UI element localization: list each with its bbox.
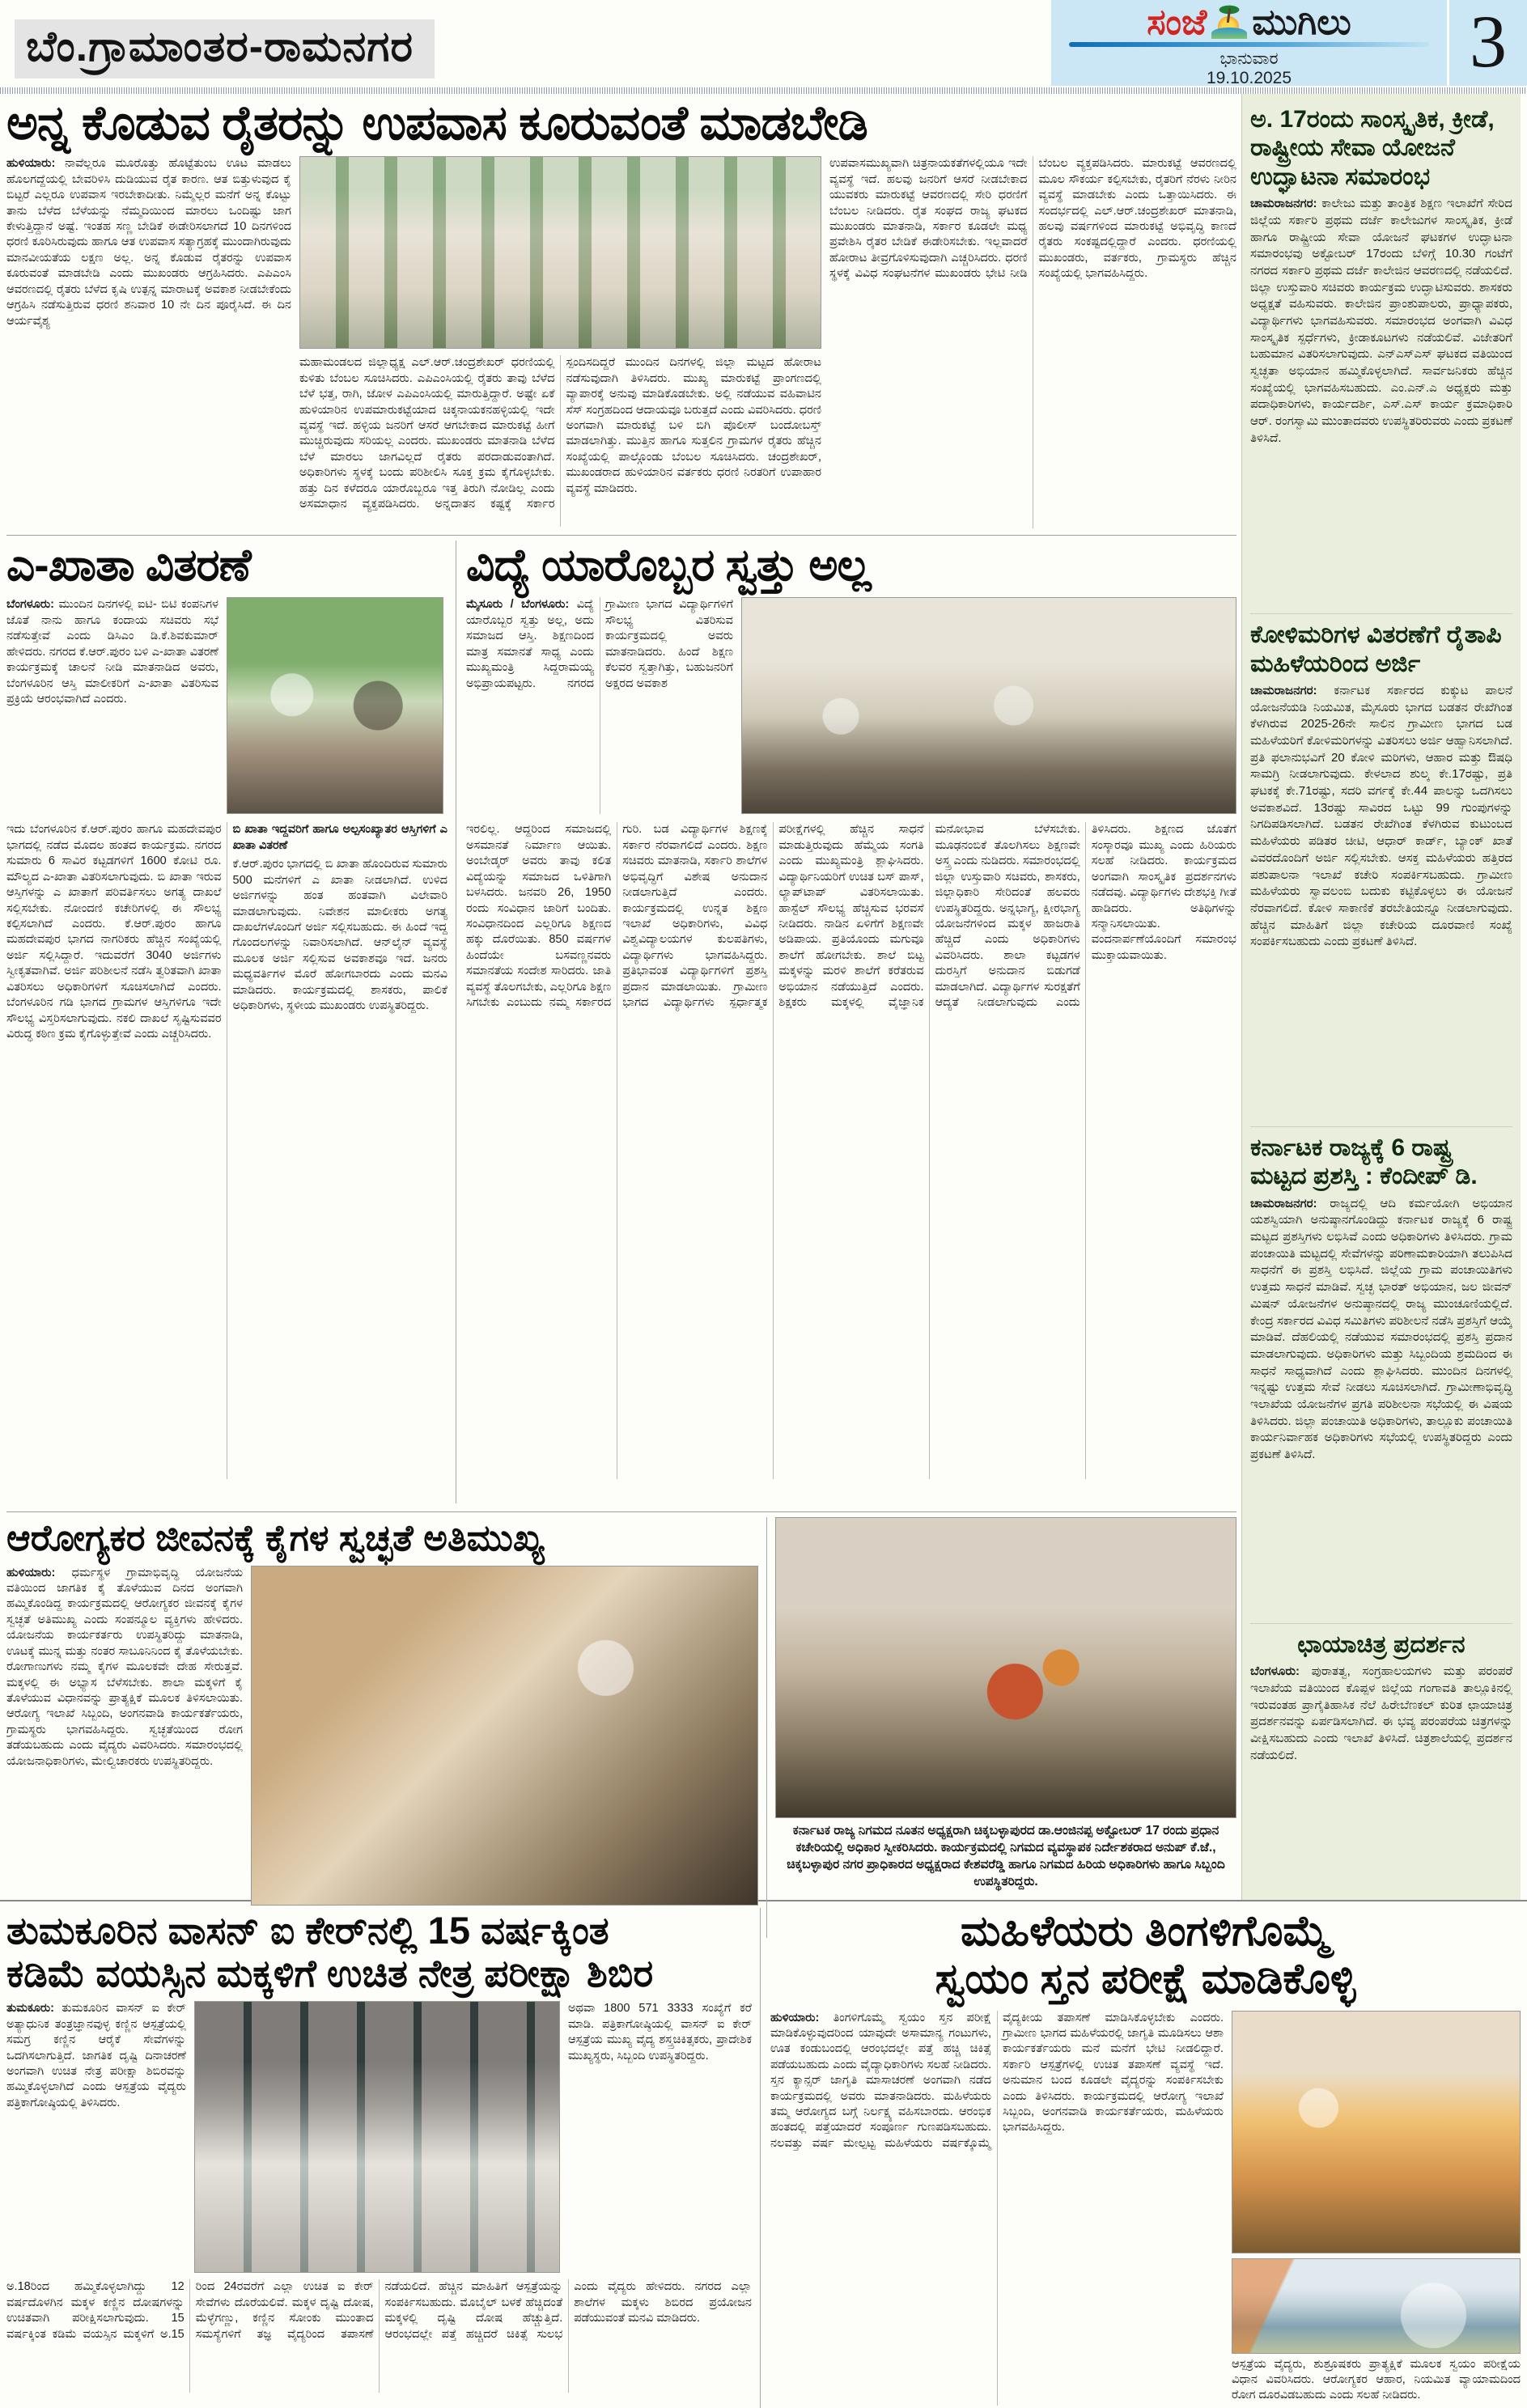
hygiene-body-col1: ಹುಳಿಯಾರು: ಧರ್ಮಸ್ಥಳ ಗ್ರಾಮಾಭಿವೃದ್ಧಿ ಯೋಜನೆಯ ವತಿಯಿಂದ ಜಾಗತಿಕ ಕೈ ತೊಳೆಯುವ ದಿನದ ಅಂಗವಾಗಿ ಹಮ್ಮಿಕೊಂಡಿದ್ದ ಕಾರ್ಯಕ್ರಮದಲ್ಲಿ ಆರೋಗ್ಯಕರ ಜೀವನಕ್ಕೆ ಕೈಗಳ ಸ್ವಚ್ಛತೆ ಅತಿಮುಖ್ಯ ಎಂದು ಸಂಪನ್ಮೂಲ ವ್ಯಕ್ತಿಗಳು ಹೇಳಿದರು. ಯೋಜನೆಯ ಕಾರ್ಯಕರ್ತರು ಉಪಸ್ಥಿತರಿದ್ದು ಮಾತನಾಡಿ, ಊಟಕ್ಕೆ ಮುನ್ನ ಮತ್ತು ನಂತರ ಸಾಬೂನಿನಿಂದ ಕೈ ತೊಳೆಯಬೇಕು. ರೋಗಾಣುಗಳು ನಮ್ಮ ಕೈಗಳ ಮೂಲಕವೇ ದೇಹ ಸೇರುತ್ತವೆ. ಮಕ್ಕಳಲ್ಲಿ ಈ ಅಭ್ಯಾಸ ಬೆಳೆಸಬೇಕು. ಶಾಲಾ ಮಕ್ಕಳಿಗೆ ಕೈ ತೊಳೆಯುವ ವಿಧಾನವನ್ನು ಪ್ರಾತ್ಯಕ್ಷಿಕೆ ಮೂಲಕ ತಿಳಿಸಲಾಯಿತು. ಆರೋಗ್ಯ ಇಲಾಖೆ ಸಿಬ್ಬಂದಿ, ಅಂಗನವಾಡಿ ಕಾರ್ಯಕರ್ತೆಯರು, ಗ್ರಾಮಸ್ಥರು ಭಾಗವಹಿಸಿದ್ದರು. ಸ್ವಚ್ಛತೆಯಿಂದ ರೋಗ ತಡೆಯಬಹುದು ಎಂದು ವೈದ್ಯರು ವಿವರಿಸಿದರು. ಸಮಾರಂಭದಲ್ಲಿ ಯೋಜನಾಧಿಕಾರಿಗಳು, ಮೇಲ್ವಿಚಾರಕರು ಉಪಸ್ಥಿತರಿದ್ದರು. xyxy=(6,1566,243,1768)
sidebar-column xyxy=(1241,94,1521,1900)
a-khata-body-col1: ಬೆಂಗಳೂರು: ಮುಂದಿನ ದಿನಗಳಲ್ಲಿ ಐಟಿ- ಬಿಟಿ ಕಂಪನಿಗಳ ಜೊತೆ ನಾನು ಹಾಗೂ ಕಂದಾಯ ಸಚಿವರು ಸಭೆ ನಡೆಸುತ್ತೇವೆ ಎಂದು ಡಿಸಿಎಂ ಡಿ.ಕೆ.ಶಿವಕುಮಾರ್ ಹೇಳಿದರು. ನಗರದ ಕೆ.ಆರ್.ಪುರಂ ಬಳಿ ಎ-ಖಾತಾ ವಿತರಣೆ ಕಾರ್ಯಕ್ರಮಕ್ಕೆ ಚಾಲನೆ ನೀಡಿ ಮಾತನಾಡಿದ ಅವರು, ಬೆಂಗಳೂರಿನ ಆಸ್ತಿ ಮಾಲೀಕರಿಗೆ ಎ-ಖಾತಾ ವಿತರಿಸುವ ಪ್ರಕ್ರಿಯೆ ಆರಂಭವಾಗಿದೆ ಎಂದರು. xyxy=(6,598,218,706)
sidebar-article-3 xyxy=(1250,1134,1512,1624)
page-number: 3 xyxy=(1447,0,1527,86)
a-khata-dateline: ಬೆಂಗಳೂರು: xyxy=(6,598,54,612)
paper-logo xyxy=(1051,2,1447,42)
eye-camp-dateline: ತುಮಕೂರು: xyxy=(6,2002,54,2016)
sidebar-body-1: ಚಾಮರಾಜನಗರ: ಕಾಲೇಜು ಮತ್ತು ತಾಂತ್ರಿಕ ಶಿಕ್ಷಣ ಇಲಾಖೆಗೆ ಸೇರಿದ ಜಿಲ್ಲೆಯ ಸರ್ಕಾರಿ ಪ್ರಥಮ ದರ್ಜೆ ಕಾಲೇಜುಗಳ ಸಾಂಸ್ಕೃತಿಕ, ಕ್ರೀಡೆ ಹಾಗೂ ರಾಷ್ಟ್ರೀಯ ಸೇವಾ ಯೋಜನೆ ಘಟಕಗಳ ಉದ್ಘಾಟನಾ ಸಮಾರಂಭವು ಅಕ್ಟೋಬರ್ 17ರಂದು ಬೆಳಿಗ್ಗೆ 10.30 ಗಂಟೆಗೆ ನಗರದ ಸರ್ಕಾರಿ ಪ್ರಥಮ ದರ್ಜೆ ಕಾಲೇಜಿನ ಆವರಣದಲ್ಲಿ ನಡೆಯಲಿದೆ. ಜಿಲ್ಲಾ ಉಸ್ತುವಾರಿ ಸಚಿವರು ಕಾರ್ಯಕ್ರಮ ಉದ್ಘಾಟಿಸುವರು. ಶಾಸಕರು ಅಧ್ಯಕ್ಷತೆ ವಹಿಸುವರು. ಕಾಲೇಜಿನ ಪ್ರಾಂಶುಪಾಲರು, ಪ್ರಾಧ್ಯಾಪಕರು, ವಿದ್ಯಾರ್ಥಿಗಳು ಭಾಗವಹಿಸುವರು. ಸಮಾರಂಭದ ಅಂಗವಾಗಿ ವಿವಿಧ ಸಾಂಸ್ಕೃತಿಕ ಸ್ಪರ್ಧೆಗಳು, ಕ್ರೀಡಾಕೂಟಗಳು ನಡೆಯಲಿವೆ. ವಿಜೇತರಿಗೆ ಬಹುಮಾನ ವಿತರಿಸಲಾಗುವುದು. ಎನ್‌ಎಸ್‌ಎಸ್ ಘಟಕದ ವತಿಯಿಂದ ಸ್ವಚ್ಛತಾ ಅಭಿಯಾನ ಹಮ್ಮಿಕೊಳ್ಳಲಾಗಿದೆ. ಸಾರ್ವಜನಿಕರು ಹೆಚ್ಚಿನ ಸಂಖ್ಯೆಯಲ್ಲಿ ಭಾಗವಹಿಸಬಹುದು. ಎಂ.ಎನ್.ಎ ಅಧ್ಯಕ್ಷರು ಮತ್ತು ಪದಾಧಿಕಾರಿಗಳು, ಕಾರ್ಯದರ್ಶಿ, ಎಸ್.ಎಸ್ ಕಾರ್ಯ ಕ್ರಮಾಧಿಕಾರಿ ಆರ್. ರಂಗಸ್ವಾಮಿ ಮುಂತಾದವರು ಉಪಸ್ಥಿತರಿರುವರು ಎಂದು ಪ್ರಕಟಣೆ ತಿಳಿಸಿದೆ. xyxy=(1250,197,1512,445)
hand-hygiene-event-photo xyxy=(251,1566,758,1906)
sidebar-body-4: ಬೆಂಗಳೂರು: ಪುರಾತತ್ವ, ಸಂಗ್ರಹಾಲಯಗಳು ಮತ್ತು ಪರಂಪರೆ ಇಲಾಖೆಯ ವತಿಯಿಂದ ಕೊಪ್ಪಳ ಜಿಲ್ಲೆಯ ಗಂಗಾವತಿ ತಾಲ್ಲೂಕಿನಲ್ಲಿ ಇರುವಂತಹ ಪ್ರಾಗೈತಿಹಾಸಿಕ ನೆಲೆ ಹಿರೇಬೆಣಕಲ್ ಕುರಿತ ಛಾಯಾಚಿತ್ರ ಪ್ರದರ್ಶನವನ್ನು ಏರ್ಪಡಿಸಲಾಗಿದೆ. ಈ ಭವ್ಯ ಪರಂಪರೆಯ ಚಿತ್ರಗಳನ್ನು ವೀಕ್ಷಿಸಬಹುದು ಎಂದು ಇಲಾಖೆ ತಿಳಿಸಿದೆ. ಚಿತ್ರಶಾಲೆಯಲ್ಲಿ ಪ್ರದರ್ಶನ ನಡೆಯಲಿದೆ. xyxy=(1250,1664,1512,1762)
top-divider xyxy=(0,87,1527,94)
section-label: ಬೆಂ.ಗ್ರಾಮಾಂತರ-ರಾಮನಗರ xyxy=(15,19,435,78)
lead-headline: ಅನ್ನ ಕೊಡುವ ರೈತರನ್ನು ಉಪವಾಸ ಕೂರುವಂತೆ ಮಾಡಬೇಡಿ xyxy=(6,96,867,150)
article-eye-camp xyxy=(0,1908,761,2408)
sidebar-headline-3: ಕರ್ನಾಟಕ ರಾಜ್ಯಕ್ಕೆ 6 ರಾಷ್ಟ್ರ ಮಟ್ಟದ ಪ್ರಶಸ್ತಿ : ಕೆಂದೀಪ್ ಡಿ. xyxy=(1250,1134,1478,1190)
breast-awareness-event-photo xyxy=(1232,2011,1521,2253)
article-vidya xyxy=(456,541,1236,1503)
sidebar-body-2: ಚಾಮರಾಜನಗರ: ಕರ್ನಾಟಕ ಸರ್ಕಾರದ ಕುಕ್ಕುಟ ಪಾಲನೆ ಯೋಜನೆಯಡಿ ನಿಯಮಿತ, ಮೈಸೂರು ಭಾಗದ ಬಡತನ ರೇಖೆಗಿಂತ ಕೆಳಗಿರುವ 2025-26ನೇ ಸಾಲಿನ ಗ್ರಾಮೀಣ ಭಾಗದ ಬಡ ಮಹಿಳೆಯರಿಗೆ ಕೋಳಿಮರಿಗಳನ್ನು ವಿತರಿಸಲು ಅರ್ಜಿ ಆಹ್ವಾನಿಸಲಾಗಿದೆ. ಪ್ರತಿ ಫಲಾನುಭವಿಗೆ 20 ಕೋಳಿ ಮರಿಗಳು, ಆಹಾರ ಮತ್ತು ಔಷಧಿ ಸಾಮಗ್ರಿ ನೀಡಲಾಗುವುದು. ಕೇಳಲಾದ ಶುಲ್ಕ ಕೇ.17ರಷ್ಟು, ಪ್ರತಿ ಘಟಕಕ್ಕೆ ಕೇ.71ರಷ್ಟು, ಸದರಿ ವರ್ಗಕ್ಕೆ ಕೇ.44 ಪಾಲನ್ನು ಒದಗಿಸಲು ಅವಕಾಶವಿದೆ. 13ರಷ್ಟು ಸಾವಿರದ ಒಟ್ಟು 99 ಗುಂಪುಗಳನ್ನು ನಿಗದಿಪಡಿಸಲಾಗಿದೆ. ಬಡತನ ರೇಖೆಗಿಂತ ಕೆಳಗಿರುವ ಕುಟುಂಬದ ಮಹಿಳೆಯರು ಪಡಿತರ ಚೀಟಿ, ಆಧಾರ್ ಕಾರ್ಡ್, ಬ್ಯಾಂಕ್ ಖಾತೆ ವಿವರದೊಂದಿಗೆ ಅರ್ಜಿ ಸಲ್ಲಿಸಬೇಕು. ಆಸಕ್ತ ಮಹಿಳೆಯರು ಹತ್ತಿರದ ಪಶುಪಾಲನಾ ಇಲಾಖೆ ಕಚೇರಿ ಸಂಪರ್ಕಿಸಬಹುದು. ಗ್ರಾಮೀಣ ಮಹಿಳೆಯರು ಸ್ವಾವಲಂಬಿ ಬದುಕು ಕಟ್ಟಿಕೊಳ್ಳಲು ಈ ಯೋಜನೆ ನೆರವಾಗಲಿದೆ. ಕೋಳಿ ಸಾಕಾಣಿಕೆ ತರಬೇತಿಯನ್ನೂ ನೀಡಲಾಗುವುದು. ಹೆಚ್ಚಿನ ಮಾಹಿತಿಗೆ ಜಿಲ್ಲಾ ಕಚೇರಿಯ ದೂರವಾಣಿ ಸಂಖ್ಯೆ ಸಂಪರ್ಕಿಸಬಹುದು ಎಂದು ಪ್ರಕಟಣೆ ತಿಳಿಸಿದೆ. xyxy=(1250,683,1512,949)
farmers-protest-photo xyxy=(299,156,821,349)
eye-camp-body-col1: ತುಮಕೂರು: ತುಮಕೂರಿನ ವಾಸನ್ ಐ ಕೇರ್ ಅತ್ಯಾಧುನಿಕ ತಂತ್ರಜ್ಞಾನವುಳ್ಳ ಕಣ್ಣಿನ ಆಸ್ಪತ್ರೆಯಲ್ಲಿ ಸಮಗ್ರ ಕಣ್ಣಿನ ಆರೈಕೆ ಸೇವೆಗಳನ್ನು ಒದಗಿಸಲಾಗುತ್ತಿದೆ. ಜಾಗತಿಕ ದೃಷ್ಟಿ ದಿನಾಚರಣೆ ಅಂಗವಾಗಿ ಉಚಿತ ನೇತ್ರ ಪರೀಕ್ಷಾ ಶಿಬಿರವನ್ನು ಹಮ್ಮಿಕೊಳ್ಳಲಾಗಿದೆ ಎಂದು ಆಸ್ಪತ್ರೆಯ ವೈದ್ಯರು ಪತ್ರಿಕಾಗೋಷ್ಠಿಯಲ್ಲಿ ತಿಳಿಸಿದರು. xyxy=(6,2002,186,2109)
top-bar xyxy=(0,0,1527,87)
lead-dateline: ಹುಳಿಯಾರು: xyxy=(6,157,56,171)
eye-care-press-meet-photo xyxy=(194,2001,560,2273)
masthead-center xyxy=(1051,0,1447,86)
a-khata-body-main: ಇದು ಬೆಂಗಳೂರಿನ ಕೆ.ಆರ್.ಪುರಂ ಹಾಗೂ ಮಹದೇವಪುರ ಭಾಗದಲ್ಲಿ ನಡೆದ ಮೊದಲ ಹಂತದ ಕಾರ್ಯಕ್ರಮ. ನಗರದ ಸುಮಾರು 6 ಸಾವಿರ ಕಟ್ಟಡಗಳಿಗೆ 1600 ಕೋಟಿ ರೂ. ಮೌಲ್ಯದ ಎ-ಖಾತಾ ವಿತರಿಸಲಾಗುವುದು. ಬಿ ಖಾತಾ ಇರುವ ಆಸ್ತಿಗಳನ್ನು ಎ ಖಾತಾಗೆ ಪರಿವರ್ತಿಸಲು ಅಗತ್ಯ ದಾಖಲೆ ಸಲ್ಲಿಸಬೇಕು. ನೋಂದಣಿ ಕಚೇರಿಗಳಲ್ಲಿ ಈ ಸೌಲಭ್ಯ ಕಲ್ಪಿಸಲಾಗಿದೆ ಎಂದರು. ಕೆ.ಆರ್.ಪುರಂ ಹಾಗೂ ಮಹದೇವಪುರ ಭಾಗದ ನಾಗರಿಕರು ಹೆಚ್ಚಿನ ಸಂಖ್ಯೆಯಲ್ಲಿ ಅರ್ಜಿ ಸಲ್ಲಿಸಿದ್ದಾರೆ. ಇದುವರೆಗೆ 3040 ಅರ್ಜಿಗಳು ಸ್ವೀಕೃತವಾಗಿವೆ. ಅರ್ಜಿ ಪರಿಶೀಲನೆ ನಡೆಸಿ ತ್ವರಿತವಾಗಿ ಖಾತಾ ವಿತರಿಸಲು ಅಧಿಕಾರಿಗಳಿಗೆ ಸೂಚಿಸಲಾಗಿದೆ ಎಂದರು. ಬೆಂಗಳೂರಿನ ಗಡಿ ಭಾಗದ ಗ್ರಾಮಗಳ ಆಸ್ತಿಗಳಿಗೂ ಇದೇ ಸೌಲಭ್ಯ ವಿಸ್ತರಿಸಲಾಗುವುದು. ನಕಲಿ ದಾಖಲೆ ಸೃಷ್ಟಿಸುವವರ ವಿರುದ್ಧ ಕಠಿಣ ಕ್ರಮ ಕೈಗೊಳ್ಳುತ್ತೇವೆ ಎಂದು ಎಚ್ಚರಿಸಿದರು. ಬಿ ಖಾತಾ ಇದ್ದವರಿಗೆ ಹಾಗೂ ಅಲ್ಪಸಂಖ್ಯಾತರ ಆಸ್ತಿಗಳಿಗೆ ಎ ಖಾತಾ ವಿತರಣೆ ಕೆ.ಆರ್.ಪುರಂ ಭಾಗದಲ್ಲಿ ಬಿ ಖಾತಾ ಹೊಂದಿರುವ ಸುಮಾರು 500 ಮನೆಗಳಿಗೆ ಎ ಖಾತಾ ನೀಡಲಾಗಿದೆ. ಉಳಿದ ಅರ್ಜಿಗಳನ್ನು ಹಂತ ಹಂತವಾಗಿ ವಿಲೇವಾರಿ ಮಾಡಲಾಗುವುದು. ನಿವೇಶನ ಮಾಲೀಕರು ಅಗತ್ಯ ದಾಖಲೆಗಳೊಂದಿಗೆ ಅರ್ಜಿ ಸಲ್ಲಿಸಬಹುದು. ಈ ಹಿಂದೆ ಇದ್ದ ಗೊಂದಲಗಳನ್ನು ನಿವಾರಿಸಲಾಗಿದೆ. ಆನ್‌ಲೈನ್ ವ್ಯವಸ್ಥೆ ಮೂಲಕ ಅರ್ಜಿ ಸಲ್ಲಿಸುವ ಅವಕಾಶವೂ ಇದೆ. ಜನರು ಮಧ್ಯವರ್ತಿಗಳ ಮೊರೆ ಹೋಗಬಾರದು ಎಂದು ಮನವಿ ಮಾಡಿದರು. ಕಾರ್ಯಕ್ರಮದಲ್ಲಿ ಶಾಸಕರು, ಪಾಲಿಕೆ ಅಧಿಕಾರಿಗಳು, ಸ್ಥಳೀಯ ಮುಖಂಡರು ಉಪಸ್ಥಿತರಿದ್ದರು. xyxy=(6,823,447,1041)
sidebar-headline-1: ಅ. 17ರಂದು ಸಾಂಸ್ಕೃತಿಕ, ಕ್ರೀಡೆ, ರಾಷ್ಟ್ರೀಯ ಸೇವಾ ಯೋಜನೆ ಉದ್ಘಾಟನಾ ಸಮಾರಂಭ xyxy=(1250,106,1495,190)
lead-body-right: ಉಪವಾಸಮುಖ್ಯವಾಗಿ ಚಿತ್ರನಾಯಕತೆಗಳಲ್ಲಿಯೂ ಇದೇ ವ್ಯವಸ್ಥೆ ಇದೆ. ಹಲವು ಜನರಿಗೆ ಆಸರೆ ನೀಡಬೇಕಾದ ಯುವಕರು ಮಾರುಕಟ್ಟೆ ಆವರಣದಲ್ಲಿ ಸೇರಿ ಧರಣಿಗೆ ಬೆಂಬಲ ನೀಡಿದರು. ರೈತ ಸಂಘದ ರಾಜ್ಯ ಘಟಕದ ಮುಖಂಡರು ಮಾತನಾಡಿ, ಸರ್ಕಾರ ಕೂಡಲೇ ಮಧ್ಯ ಪ್ರವೇಶಿಸಿ ರೈತರ ಬೇಡಿಕೆ ಈಡೇರಿಸಬೇಕು. ಇಲ್ಲವಾದರೆ ಹೋರಾಟ ತೀವ್ರಗೊಳಿಸುವುದಾಗಿ ಎಚ್ಚರಿಸಿದರು. ಧರಣಿ ಸ್ಥಳಕ್ಕೆ ವಿವಿಧ ಸಂಘಟನೆಗಳ ಮುಖಂಡರು ಭೇಟಿ ನೀಡಿ ಬೆಂಬಲ ವ್ಯಕ್ತಪಡಿಸಿದರು. ಮಾರುಕಟ್ಟೆ ಆವರಣದಲ್ಲಿ ಮೂಲ ಸೌಕರ್ಯ ಕಲ್ಪಿಸಬೇಕು, ರೈತರಿಗೆ ನೆರಳು ನೀರಿನ ವ್ಯವಸ್ಥೆ ಮಾಡಬೇಕು ಎಂದು ಒತ್ತಾಯಿಸಿದರು. ಈ ಸಂದರ್ಭದಲ್ಲಿ ಎಲ್.ಆರ್.ಚಂದ್ರಶೇಖರ್ ಮಾತನಾಡಿ, ಹಲವು ವರ್ಷಗಳಿಂದ ಮಾರುಕಟ್ಟೆ ಅಭಿವೃದ್ಧಿ ಕಾಣದೆ ರೈತರು ಸಂಕಷ್ಟದಲ್ಲಿದ್ದಾರೆ ಎಂದರು. ಧರಣಿಯಲ್ಲಿ ಮುಖಂಡರು, ವರ್ತಕರು, ಗ್ರಾಮಸ್ಥರು ಹೆಚ್ಚಿನ ಸಂಖ್ಯೆಯಲ್ಲಿ ಭಾಗವಹಿಸಿದ್ದರು. xyxy=(829,157,1236,281)
sidebar-article-2 xyxy=(1250,621,1512,1127)
vidya-event-photo xyxy=(741,597,1236,814)
a-khata-headline: ಎ-ಖಾತಾ ವಿತರಣೆ xyxy=(6,540,251,591)
hygiene-dateline: ಹುಳಿಯಾರು: xyxy=(6,1566,56,1579)
vidya-body-col1: ಮೈಸೂರು / ಬೆಂಗಳೂರು: ವಿದ್ಯೆ ಯಾರೊಬ್ಬರ ಸ್ವತ್ತು ಅಲ್ಲ, ಅದು ಸಮಾಜದ ಆಸ್ತಿ. ಶಿಕ್ಷಣದಿಂದ ಮಾತ್ರ ಸಮಾನತೆ ಸಾಧ್ಯ ಎಂದು ಮುಖ್ಯಮಂತ್ರಿ ಸಿದ್ದರಾಮಯ್ಯ ಅಭಿಪ್ರಾಯಪಟ್ಟರು. ನಗರದ ಗ್ರಾಮೀಣ ಭಾಗದ ವಿದ್ಯಾರ್ಥಿಗಳಿಗೆ ಸೌಲಭ್ಯ ವಿತರಿಸುವ ಕಾರ್ಯಕ್ರಮದಲ್ಲಿ ಅವರು ಮಾತನಾಡಿದರು. ಹಿಂದೆ ಶಿಕ್ಷಣ ಕೆಲವರ ಸ್ವತ್ತಾಗಿತ್ತು, ಬಹುಜನರಿಗೆ ಅಕ್ಷರದ ಅವಕಾಶ xyxy=(466,598,733,690)
eye-camp-body-col2: ಅಥವಾ 1800 571 3333 ಸಂಖ್ಯೆಗೆ ಕರೆ ಮಾಡಿ. ಪತ್ರಿಕಾಗೋಷ್ಠಿಯಲ್ಲಿ ವಾಸನ್ ಐ ಕೇರ್ ಆಸ್ಪತ್ರೆಯ ಮುಖ್ಯ ವೈದ್ಯ ಶಸ್ತ್ರಚಿಕಿತ್ಸಕರು, ಪ್ರಾದೇಶಿಕ ಮುಖ್ಯಸ್ಥರು, ಸಿಬ್ಬಂದಿ ಉಪಸ್ಥಿತರಿದ್ದರು. xyxy=(568,2002,752,2062)
masthead-date: 19.10.2025 xyxy=(1206,69,1292,88)
breast-exam-body-main: ಹುಳಿಯಾರು: ತಿಂಗಳಿಗೊಮ್ಮೆ ಸ್ವಯಂ ಸ್ತನ ಪರೀಕ್ಷೆ ಮಾಡಿಕೊಳ್ಳುವುದರಿಂದ ಯಾವುದೇ ಅಸಾಮಾನ್ಯ ಗಂಟುಗಳು, ಊತ ಕಂಡುಬಂದಲ್ಲಿ ಆರಂಭದಲ್ಲೇ ಪತ್ತೆ ಹಚ್ಚಿ ಚಿಕಿತ್ಸೆ ಪಡೆಯಬಹುದು ಎಂದು ವೈದ್ಯಾಧಿಕಾರಿಗಳು ಸಲಹೆ ನೀಡಿದರು. ಸ್ತನ ಕ್ಯಾನ್ಸರ್ ಜಾಗೃತಿ ಮಾಸಾಚರಣೆ ಅಂಗವಾಗಿ ನಡೆದ ಕಾರ್ಯಕ್ರಮದಲ್ಲಿ ಅವರು ಮಾತನಾಡಿದರು. ಮಹಿಳೆಯರು ತಮ್ಮ ಆರೋಗ್ಯದ ಬಗ್ಗೆ ನಿರ್ಲಕ್ಷ್ಯ ವಹಿಸಬಾರದು. ಆರಂಭಿಕ ಹಂತದಲ್ಲಿ ಪತ್ತೆಯಾದರೆ ಸಂಪೂರ್ಣ ಗುಣಪಡಿಸಬಹುದು. ನಲವತ್ತು ವರ್ಷ ಮೇಲ್ಪಟ್ಟ ಮಹಿಳೆಯರು ವರ್ಷಕ್ಕೊಮ್ಮೆ ವೈದ್ಯಕೀಯ ತಪಾಸಣೆ ಮಾಡಿಸಿಕೊಳ್ಳಬೇಕು ಎಂದರು. ಗ್ರಾಮೀಣ ಭಾಗದ ಮಹಿಳೆಯರಲ್ಲಿ ಜಾಗೃತಿ ಮೂಡಿಸಲು ಆಶಾ ಕಾರ್ಯಕರ್ತೆಯರು ಮನೆ ಮನೆಗೆ ಭೇಟಿ ನೀಡಲಿದ್ದಾರೆ. ಸರ್ಕಾರಿ ಆಸ್ಪತ್ರೆಗಳಲ್ಲಿ ಉಚಿತ ತಪಾಸಣೆ ವ್ಯವಸ್ಥೆ ಇದೆ. ಅನುಮಾನ ಬಂದ ಕೂಡಲೇ ವೈದ್ಯರನ್ನು ಸಂಪರ್ಕಿಸಬೇಕು ಎಂದು ತಿಳಿಸಿದರು. ಕಾರ್ಯಕ್ರಮದಲ್ಲಿ ಆರೋಗ್ಯ ಇಲಾಖೆ ಸಿಬ್ಬಂದಿ, ಅಂಗನವಾಡಿ ಕಾರ್ಯಕರ್ತೆಯರು, ಮಹಿಳೆಯರು ಭಾಗವಹಿಸಿದ್ದರು. xyxy=(770,2011,1224,2150)
sidebar-headline-2: ಕೋಳಿಮರಿಗಳ ವಿತರಣೆಗೆ ರೈತಾಪಿ ಮಹಿಳೆಯರಿಂದ ಅರ್ಜಿ xyxy=(1250,621,1502,677)
sidebar-headline-4: ಛಾಯಾಚಿತ್ರ ಪ್ರದರ್ಶನ xyxy=(1297,1630,1465,1658)
sidebar-article-1 xyxy=(1250,105,1512,614)
sidebar-body-3: ಚಾಮರಾಜನಗರ: ರಾಜ್ಯದಲ್ಲಿ ಆದಿ ಕರ್ಮಯೋಗಿ ಅಭಿಯಾನ ಯಶಸ್ವಿಯಾಗಿ ಅನುಷ್ಠಾನಗೊಂಡಿದ್ದು ಕರ್ನಾಟಕ ರಾಜ್ಯಕ್ಕೆ 6 ರಾಷ್ಟ್ರ ಮಟ್ಟದ ಪ್ರಶಸ್ತಿಗಳು ಲಭಿಸಿವೆ ಎಂದು ಅಧಿಕಾರಿಗಳು ತಿಳಿಸಿದರು. ಗ್ರಾಮ ಪಂಚಾಯಿತಿ ಮಟ್ಟದಲ್ಲಿ ಸೇವೆಗಳನ್ನು ಪರಿಣಾಮಕಾರಿಯಾಗಿ ತಲುಪಿಸಿದ ಸಾಧನೆಗೆ ಈ ಪ್ರಶಸ್ತಿ ಲಭಿಸಿದೆ. ಜಿಲ್ಲೆಯ ಗ್ರಾಮ ಪಂಚಾಯಿತಿಗಳು ಉತ್ತಮ ಸಾಧನೆ ಮಾಡಿವೆ. ಸ್ವಚ್ಛ ಭಾರತ್ ಅಭಿಯಾನ, ಜಲ ಜೀವನ್ ಮಿಷನ್ ಯೋಜನೆಗಳ ಅನುಷ್ಠಾನದಲ್ಲಿ ರಾಜ್ಯ ಮುಂಚೂಣಿಯಲ್ಲಿದೆ. ಕೇಂದ್ರ ಸರ್ಕಾರದ ವಿವಿಧ ಸಮಿತಿಗಳು ಪರಿಶೀಲನೆ ನಡೆಸಿ ಪ್ರಶಸ್ತಿಗೆ ಆಯ್ಕೆ ಮಾಡಿವೆ. ದೆಹಲಿಯಲ್ಲಿ ನಡೆಯುವ ಸಮಾರಂಭದಲ್ಲಿ ಪ್ರಶಸ್ತಿ ಪ್ರದಾನ ಮಾಡಲಾಗುವುದು. ಅಧಿಕಾರಿಗಳು ಮತ್ತು ಸಿಬ್ಬಂದಿಯ ಶ್ರಮದಿಂದ ಈ ಸಾಧನೆ ಸಾಧ್ಯವಾಗಿದೆ ಎಂದು ಶ್ಲಾಘಿಸಿದರು. ಮುಂದಿನ ದಿನಗಳಲ್ಲಿ ಇನ್ನಷ್ಟು ಉತ್ತಮ ಸೇವೆ ನೀಡಲು ಸೂಚಿಸಲಾಗಿದೆ. ಗ್ರಾಮೀಣಾಭಿವೃದ್ಧಿ ಇಲಾಖೆಯ ಯೋಜನೆಗಳ ಪ್ರಗತಿ ಪರಿಶೀಲನಾ ಸಭೆಯಲ್ಲಿ ಈ ವಿಷಯ ತಿಳಿಸಿದರು. ಜಿಲ್ಲಾ ಪಂಚಾಯಿತಿ ಅಧಿಕಾರಿಗಳು, ತಾಲ್ಲೂಕು ಪಂಚಾಯಿತಿ ಕಾರ್ಯನಿರ್ವಾಹಕ ಅಧಿಕಾರಿಗಳು ಸಭೆಯಲ್ಲಿ ಉಪಸ್ಥಿತರಿದ್ದರು ಎಂದು ಪ್ರಕಟಣೆ ತಿಳಿಸಿದೆ. xyxy=(1250,1196,1512,1462)
office-photo-caption: ಕರ್ನಾಟಕ ರಾಜ್ಯ ನಿಗಮದ ನೂತನ ಅಧ್ಯಕ್ಷರಾಗಿ ಚಿಕ್ಕಬಳ್ಳಾಪುರದ ಡಾ.ಆಂಜಿನಪ್ಪ ಅಕ್ಟೋಬರ್ 17 ರಂದು ಪ್ರಧಾನ ಕಚೇರಿಯಲ್ಲಿ ಅಧಿಕಾರ ಸ್ವೀಕರಿಸಿದರು. ಕಾರ್ಯಕ್ರಮದಲ್ಲಿ ನಿಗಮದ ವ್ಯವಸ್ಥಾಪಕ ನಿರ್ದೇಶಕರಾದ ಅನುಪ್ ಕೆ.ಜೆ., ಚಿಕ್ಕಬಳ್ಳಾಪುರ ನಗರ ಪ್ರಾಧಿಕಾರದ ಅಧ್ಯಕ್ಷರಾದ ಕೇಶವರೆಡ್ಡಿ ಹಾಗೂ ನಿಗಮದ ಹಿರಿಯ ಅಧಿಕಾರಿಗಳು ಹಾಗೂ ಸಿಬ್ಬಂದಿ ಉಪಸ್ಥಿತರಿದ್ದರು. xyxy=(787,1824,1225,1889)
paper-name-red: ಸಂಜೆ xyxy=(1147,2,1207,42)
article-a-khata xyxy=(6,541,456,1503)
breast-exam-dateline: ಹುಳಿಯಾರು: xyxy=(770,2011,820,2024)
vidya-body-main: ಇರಲಿಲ್ಲ. ಆದ್ದರಿಂದ ಸಮಾಜದಲ್ಲಿ ಅಸಮಾನತೆ ನಿರ್ಮಾಣ ಆಯಿತು. ಅಂಬೇಡ್ಕರ್ ಅವರು ತಾವು ಕಲಿತ ವಿದ್ಯೆಯನ್ನು ಸಮಾಜದ ಒಳಿತಿಗಾಗಿ ಬಳಸಿದರು. ಜನವರಿ 26, 1950 ರಂದು ಸಂವಿಧಾನ ಜಾರಿಗೆ ಬಂದಿತು. ಸಂವಿಧಾನದಿಂದ ಎಲ್ಲರಿಗೂ ಶಿಕ್ಷಣದ ಹಕ್ಕು ದೊರೆಯಿತು. 850 ವರ್ಷಗಳ ಹಿಂದೆಯೇ ಬಸವಣ್ಣನವರು ಸಮಾನತೆಯ ಸಂದೇಶ ಸಾರಿದರು. ಜಾತಿ ವ್ಯವಸ್ಥೆ ತೊಲಗಬೇಕು, ಎಲ್ಲರಿಗೂ ಶಿಕ್ಷಣ ಸಿಗಬೇಕು ಎಂಬುದು ನಮ್ಮ ಸರ್ಕಾರದ ಗುರಿ. ಬಡ ವಿದ್ಯಾರ್ಥಿಗಳ ಶಿಕ್ಷಣಕ್ಕೆ ಸರ್ಕಾರ ನೆರವಾಗಲಿದೆ ಎಂದರು. ಶಿಕ್ಷಣ ಸಚಿವರು ಮಾತನಾಡಿ, ಸರ್ಕಾರಿ ಶಾಲೆಗಳ ಅಭಿವೃದ್ಧಿಗೆ ವಿಶೇಷ ಅನುದಾನ ನೀಡಲಾಗುತ್ತಿದೆ ಎಂದರು. ಕಾರ್ಯಕ್ರಮದಲ್ಲಿ ಉನ್ನತ ಶಿಕ್ಷಣ ಇಲಾಖೆ ಅಧಿಕಾರಿಗಳು, ವಿವಿಧ ವಿಶ್ವವಿದ್ಯಾಲಯಗಳ ಕುಲಪತಿಗಳು, ವಿದ್ಯಾರ್ಥಿಗಳು ಭಾಗವಹಿಸಿದ್ದರು. ಪ್ರತಿಭಾವಂತ ವಿದ್ಯಾರ್ಥಿಗಳಿಗೆ ಪ್ರಶಸ್ತಿ ಪ್ರದಾನ ಮಾಡಲಾಯಿತು. ಗ್ರಾಮೀಣ ಭಾಗದ ವಿದ್ಯಾರ್ಥಿಗಳು ಸ್ಪರ್ಧಾತ್ಮಕ ಪರೀಕ್ಷೆಗಳಲ್ಲಿ ಹೆಚ್ಚಿನ ಸಾಧನೆ ಮಾಡುತ್ತಿರುವುದು ಹೆಮ್ಮೆಯ ಸಂಗತಿ ಎಂದು ಮುಖ್ಯಮಂತ್ರಿ ಶ್ಲಾಘಿಸಿದರು. ವಿದ್ಯಾರ್ಥಿನಿಯರಿಗೆ ಉಚಿತ ಬಸ್ ಪಾಸ್, ಲ್ಯಾಪ್‌ಟಾಪ್ ವಿತರಿಸಲಾಯಿತು. ಹಾಸ್ಟೆಲ್ ಸೌಲಭ್ಯ ಹೆಚ್ಚಿಸುವ ಭರವಸೆ ನೀಡಿದರು. ನಾಡಿನ ಏಳಿಗೆಗೆ ಶಿಕ್ಷಣವೇ ಅಡಿಪಾಯ. ಪ್ರತಿಯೊಂದು ಮಗುವೂ ಶಾಲೆಗೆ ಹೋಗಬೇಕು. ಶಾಲೆ ಬಿಟ್ಟ ಮಕ್ಕಳನ್ನು ಮರಳಿ ಶಾಲೆಗೆ ಕರೆತರುವ ಅಭಿಯಾನ ನಡೆಯುತ್ತಿದೆ ಎಂದರು. ಶಿಕ್ಷಕರು ಮಕ್ಕಳಲ್ಲಿ ವೈಜ್ಞಾನಿಕ ಮನೋಭಾವ ಬೆಳೆಸಬೇಕು. ಮೂಢನಂಬಿಕೆ ತೊಲಗಿಸಲು ಶಿಕ್ಷಣವೇ ಅಸ್ತ್ರ ಎಂದು ನುಡಿದರು. ಸಮಾರಂಭದಲ್ಲಿ ಜಿಲ್ಲಾ ಉಸ್ತುವಾರಿ ಸಚಿವರು, ಶಾಸಕರು, ಜಿಲ್ಲಾಧಿಕಾರಿ ಸೇರಿದಂತೆ ಹಲವರು ಉಪಸ್ಥಿತರಿದ್ದರು. ಅನ್ನಭಾಗ್ಯ, ಕ್ಷೀರಭಾಗ್ಯ ಯೋಜನೆಗಳಿಂದ ಮಕ್ಕಳ ಹಾಜರಾತಿ ಹೆಚ್ಚಿದೆ ಎಂದು ಅಧಿಕಾರಿಗಳು ವಿವರಿಸಿದರು. ಶಾಲಾ ಕಟ್ಟಡಗಳ ದುರಸ್ತಿಗೆ ಅನುದಾನ ಬಿಡುಗಡೆ ಮಾಡಲಾಗಿದೆ. ವಿದ್ಯಾರ್ಥಿಗಳ ಸುರಕ್ಷತೆಗೆ ಆದ್ಯತೆ ನೀಡಲಾಗುವುದು ಎಂದು ತಿಳಿಸಿದರು. ಶಿಕ್ಷಣದ ಜೊತೆಗೆ ಸಂಸ್ಕಾರವೂ ಮುಖ್ಯ ಎಂದು ಹಿರಿಯರು ಸಲಹೆ ನೀಡಿದರು. ಕಾರ್ಯಕ್ರಮದ ಅಂಗವಾಗಿ ಸಾಂಸ್ಕೃತಿಕ ಪ್ರದರ್ಶನಗಳು ನಡೆದವು. ವಿದ್ಯಾರ್ಥಿಗಳು ದೇಶಭಕ್ತಿ ಗೀತೆ ಹಾಡಿದರು. ಅತಿಥಿಗಳನ್ನು ಸನ್ಮಾನಿಸಲಾಯಿತು. ವಂದನಾರ್ಪಣೆಯೊಂದಿಗೆ ಸಮಾರಂಭ ಮುಕ್ತಾಯವಾಯಿತು. xyxy=(466,823,1236,1010)
eye-camp-headline: ತುಮಕೂರಿನ ವಾಸನ್ ಐ ಕೇರ್‌ನಲ್ಲಿ 15 ವರ್ಷಕ್ಕಿಂತ ಕಡಿಮೆ ವಯಸ್ಸಿನ ಮಕ್ಕಳಿಗೆ ಉಚಿತ ನೇತ್ರ ಪರೀಕ್ಷಾ ಶಿಬಿರ xyxy=(6,1909,654,1995)
masthead-day: ಭಾನುವಾರ xyxy=(1219,49,1279,68)
a-khata-subhead: ಬಿ ಖಾತಾ ಇದ್ದವರಿಗೆ ಹಾಗೂ ಅಲ್ಪಸಂಖ್ಯಾತರ ಆಸ್ತಿಗಳಿಗೆ ಎ ಖಾತಾ ವಿತರಣೆ xyxy=(232,823,447,852)
lead-body-under-photo: ಮಹಾಮಂಡಲದ ಜಿಲ್ಲಾಧ್ಯಕ್ಷ ಎಲ್.ಆರ್.ಚಂದ್ರಶೇಖರ್ ಧರಣಿಯಲ್ಲಿ ಕುಳಿತು ಬೆಂಬಲ ಸೂಚಿಸಿದರು. ಎಪಿಎಂಸಿಯಲ್ಲಿ ರೈತರು ತಾವು ಬೆಳೆದ ಬೆಳೆ ಭತ್ತ, ರಾಗಿ, ಜೋಳ ಎಪಿಎಂಸಿಯಲ್ಲಿ ಮಾರುತ್ತಿದ್ದಾರೆ. ಅಷ್ಟೇ ಏಕೆ ಹುಳಿಯಾರಿನ ಉಪಮಾರುಕಟ್ಟೆಯಾದ ಚಿಕ್ಕನಾಯಕನಹಳ್ಳಿಯಲ್ಲಿ ಇದೇ ವ್ಯವಸ್ಥೆ ಇದೆ. ಹಳ್ಳಿಯ ಜನರಿಗೆ ಆಸರೆ ಆಗಬೇಕಾದ ಮಾರುಕಟ್ಟೆ ಹೀಗೆ ಮುಚ್ಚಿರುವುದು ಸರಿಯಲ್ಲ ಎಂದರು. ಮುಖಂಡರು ಮಾತನಾಡಿ ಬೆಳೆದ ಬೆಳೆ ಮಾರಲು ಜಾಗವಿಲ್ಲದೆ ರೈತರು ಪರದಾಡುವಂತಾಗಿದೆ. ಅಧಿಕಾರಿಗಳು ಸ್ಥಳಕ್ಕೆ ಬಂದು ಪರಿಶೀಲಿಸಿ ಸೂಕ್ತ ಕ್ರಮ ಕೈಗೊಳ್ಳಬೇಕು. ಹತ್ತು ದಿನ ಕಳೆದರೂ ಯಾರೊಬ್ಬರೂ ಇತ್ತ ತಿರುಗಿ ನೋಡಿಲ್ಲ ಎಂದು ಅಸಮಾಧಾನ ವ್ಯಕ್ತಪಡಿಸಿದರು. ಅನ್ನದಾತನ ಕಷ್ಟಕ್ಕೆ ಸರ್ಕಾರ ಸ್ಪಂದಿಸದಿದ್ದರೆ ಮುಂದಿನ ದಿನಗಳಲ್ಲಿ ಜಿಲ್ಲಾ ಮಟ್ಟದ ಹೋರಾಟ ನಡೆಸುವುದಾಗಿ ತಿಳಿಸಿದರು. ಮುಖ್ಯ ಮಾರುಕಟ್ಟೆ ಪ್ರಾಂಗಣದಲ್ಲಿ ವ್ಯಾಪಾರಕ್ಕೆ ಅನುವು ಮಾಡಿಕೊಡಬೇಕು. ಅಲ್ಲಿ ನಡೆಯುವ ವಹಿವಾಟಿನ ಸೆಸ್ ಸಂಗ್ರಹದಿಂದ ಆದಾಯವೂ ಬರುತ್ತದೆ ಎಂದು ವಿವರಿಸಿದರು. ಧರಣಿ ಅಂಗವಾಗಿ ಮಾರುಕಟ್ಟೆ ಬಳಿ ಬಿಗಿ ಪೊಲೀಸ್ ಬಂದೋಬಸ್ತ್ ಮಾಡಲಾಗಿತ್ತು. ಮುತ್ತಿನ ಹಾಗೂ ಸುತ್ತಲಿನ ಗ್ರಾಮಗಳ ರೈತರು ಹೆಚ್ಚಿನ ಸಂಖ್ಯೆಯಲ್ಲಿ ಪಾಲ್ಗೊಂಡು ಬೆಂಬಲ ಸೂಚಿಸಿದರು. ಚಂದ್ರಶೇಖರ್, ಮುಖಂಡರಾದ ಹುಳಿಯಾರಿನ ವರ್ತಕರು ಧರಣಿ ನಿರತರಿಗೆ ಉಪಾಹಾರ ವ್ಯವಸ್ಥೆ ಮಾಡಿದರು. xyxy=(299,356,821,511)
breast-exam-headline: ಮಹಿಳೆಯರು ತಿಂಗಳಿಗೊಮ್ಮೆ ಸ್ವಯಂ ಸ್ತನ ಪರೀಕ್ಷೆ ಮಾಡಿಕೊಳ್ಳಿ xyxy=(935,1908,1356,2003)
paper-name-black: ಮುಗಿಲು xyxy=(1252,2,1351,42)
palm-sun-icon xyxy=(1211,6,1247,39)
main-column xyxy=(0,94,1241,1900)
logo-underline xyxy=(1069,42,1429,47)
vidya-headline: ವಿದ್ಯೆ ಯಾರೊಬ್ಬರ ಸ್ವತ್ತು ಅಲ್ಲ xyxy=(466,540,871,591)
hygiene-headline: ಆರೋಗ್ಯಕರ ಜೀವನಕ್ಕೆ ಕೈಗಳ ಸ್ವಚ್ಛತೆ ಅತಿಮುಖ್ಯ xyxy=(6,1517,545,1559)
article-hygiene xyxy=(6,1517,767,1938)
article-lead xyxy=(6,96,1236,528)
breast-exam-body-right: ಆಸ್ಪತ್ರೆಯ ವೈದ್ಯರು, ಶುಶ್ರೂಷಕರು ಪ್ರಾತ್ಯಕ್ಷಿಕೆ ಮೂಲಕ ಸ್ವಯಂ ಪರೀಕ್ಷೆಯ ವಿಧಾನ ವಿವರಿಸಿದರು. ಆರೋಗ್ಯಕರ ಆಹಾರ, ನಿಯಮಿತ ವ್ಯಾಯಾಮದಿಂದ ರೋಗ ದೂರವಿಡಬಹುದು ಎಂದು ಸಲಹೆ ನೀಡಿದರು. xyxy=(1232,2357,1521,2402)
lead-body-col1: ಹುಳಿಯಾರು: ನಾವೆಲ್ಲರೂ ಮೂರೊತ್ತು ಹೊಟ್ಟೆತುಂಬ ಊಟ ಮಾಡಲು ಹೊಲಗದ್ದೆಯಲ್ಲಿ ಬೇವರಿಳಿಸಿ ದುಡಿಯುವ ರೈತ ಕಾರಣ. ಆತ ಬಿತ್ತುಳುವುದ ಕೈ ಬಿಟ್ಟರೆ ಎಲ್ಲರೂ ಉಪವಾಸ ಇರಬೇಕಾದೀತು. ನಿಮ್ಮೆಲ್ಲರ ಮನೆಗೆ ಅನ್ನ ಕೊಟ್ಟು ತಾನು ಬೆಳೆದ ಬೆಳೆಯನ್ನು ನೆಮ್ಮದಿಯಿಂದ ಮಾರಲು ಒಂದಿಷ್ಟು ಜಾಗ ಕೇಳುತ್ತಿದ್ದಾನೆ ಅಷ್ಟೆ. ಇಂತಹ ಸಣ್ಣ ಬೇಡಿಕೆ ಈಡೇರಿಸಲಾಗದೆ 10 ದಿನಗಳಿಂದ ಧರಣಿ ಕೂರಿಸಿರುವುದು ಹಾಗೂ ಆತ ಉಪವಾಸ ಸತ್ಯಾಗ್ರಹಕ್ಕೆ ಮುಂದಾಗಿರುವುದು ಮಾನವೀಯತೆಯ ಲಕ್ಷಣ ಅಲ್ಲ. ಅನ್ನ ಕೊಡುವ ರೈತರನ್ನು ಉಪವಾಸ ಕೂರುವಂತೆ ಮಾಡಬೇಡಿ ಎಂದು ಮುಖಂಡರು ಆಗ್ರಹಿಸಿದರು. ಎಪಿಎಂಸಿ ಆವರಣದಲ್ಲಿ ರೈತರು ಬೆಳೆದ ಕೃಷಿ ಉತ್ಪನ್ನ ಮಾರಾಟಕ್ಕೆ ಅವಕಾಶ ನೀಡಬೇಕೆಂದು ಆಗ್ರಹಿಸಿ ನಡೆಸುತ್ತಿರುವ ಧರಣಿ ಶನಿವಾರ 10 ನೇ ದಿನ ಪೂರೈಸಿದೆ. ಈ ದಿನ ಆರ್ಯವೈಶ್ಯ xyxy=(6,157,291,328)
a-khata-event-photo xyxy=(227,597,443,814)
vidya-dateline: ಮೈಸೂರು / ಬೆಂಗಳೂರು: xyxy=(466,598,570,612)
masthead xyxy=(1051,0,1527,86)
office-takeover-photo xyxy=(775,1517,1236,1818)
article-breast-exam xyxy=(761,1908,1527,2408)
eye-camp-body-bottom: ಅ.18ರಿಂದ ಹಮ್ಮಿಕೊಳ್ಳಲಾಗಿದ್ದು 12 ವರ್ಷದೊಳಗಿನ ಮಕ್ಕಳ ಕಣ್ಣಿನ ದೋಷಗಳನ್ನು ಉಚಿತವಾಗಿ ಪರೀಕ್ಷಿಸಲಾಗುವುದು. 15 ವರ್ಷಕ್ಕಿಂತ ಕಡಿಮೆ ವಯಸ್ಸಿನ ಮಕ್ಕಳಿಗೆ ಅ.15 ರಿಂದ 24ರವರೆಗೆ ಎಲ್ಲಾ ಉಚಿತ ಐ ಕೇರ್ ಸೇವೆಗಳು ದೊರೆಯಲಿವೆ. ಮಕ್ಕಳ ದೃಷ್ಟಿ ದೋಷ, ಮೆಳ್ಳೆಗಣ್ಣು, ಕಣ್ಣಿನ ಸೋಂಕು ಮುಂತಾದ ಸಮಸ್ಯೆಗಳಿಗೆ ತಜ್ಞ ವೈದ್ಯರಿಂದ ತಪಾಸಣೆ ನಡೆಯಲಿದೆ. ಹೆಚ್ಚಿನ ಮಾಹಿತಿಗೆ ಆಸ್ಪತ್ರೆಯನ್ನು ಸಂಪರ್ಕಿಸಬಹುದು. ಮೊಬೈಲ್ ಬಳಕೆ ಹೆಚ್ಚಿದಂತೆ ಮಕ್ಕಳಲ್ಲಿ ದೃಷ್ಟಿ ದೋಷ ಹೆಚ್ಚುತ್ತಿದೆ. ಆರಂಭದಲ್ಲೇ ಪತ್ತೆ ಹಚ್ಚಿದರೆ ಚಿಕಿತ್ಸೆ ಸುಲಭ ಎಂದು ವೈದ್ಯರು ಹೇಳಿದರು. ನಗರದ ಎಲ್ಲಾ ಶಾಲೆಗಳ ಮಕ್ಕಳು ಶಿಬಿರದ ಪ್ರಯೋಜನ ಪಡೆಯುವಂತೆ ಮನವಿ ಮಾಡಿದರು. xyxy=(6,2280,752,2341)
office-photo-block xyxy=(767,1517,1236,1938)
distribution-event-photo xyxy=(1232,2258,1521,2354)
sidebar-article-4 xyxy=(1250,1630,1512,1840)
